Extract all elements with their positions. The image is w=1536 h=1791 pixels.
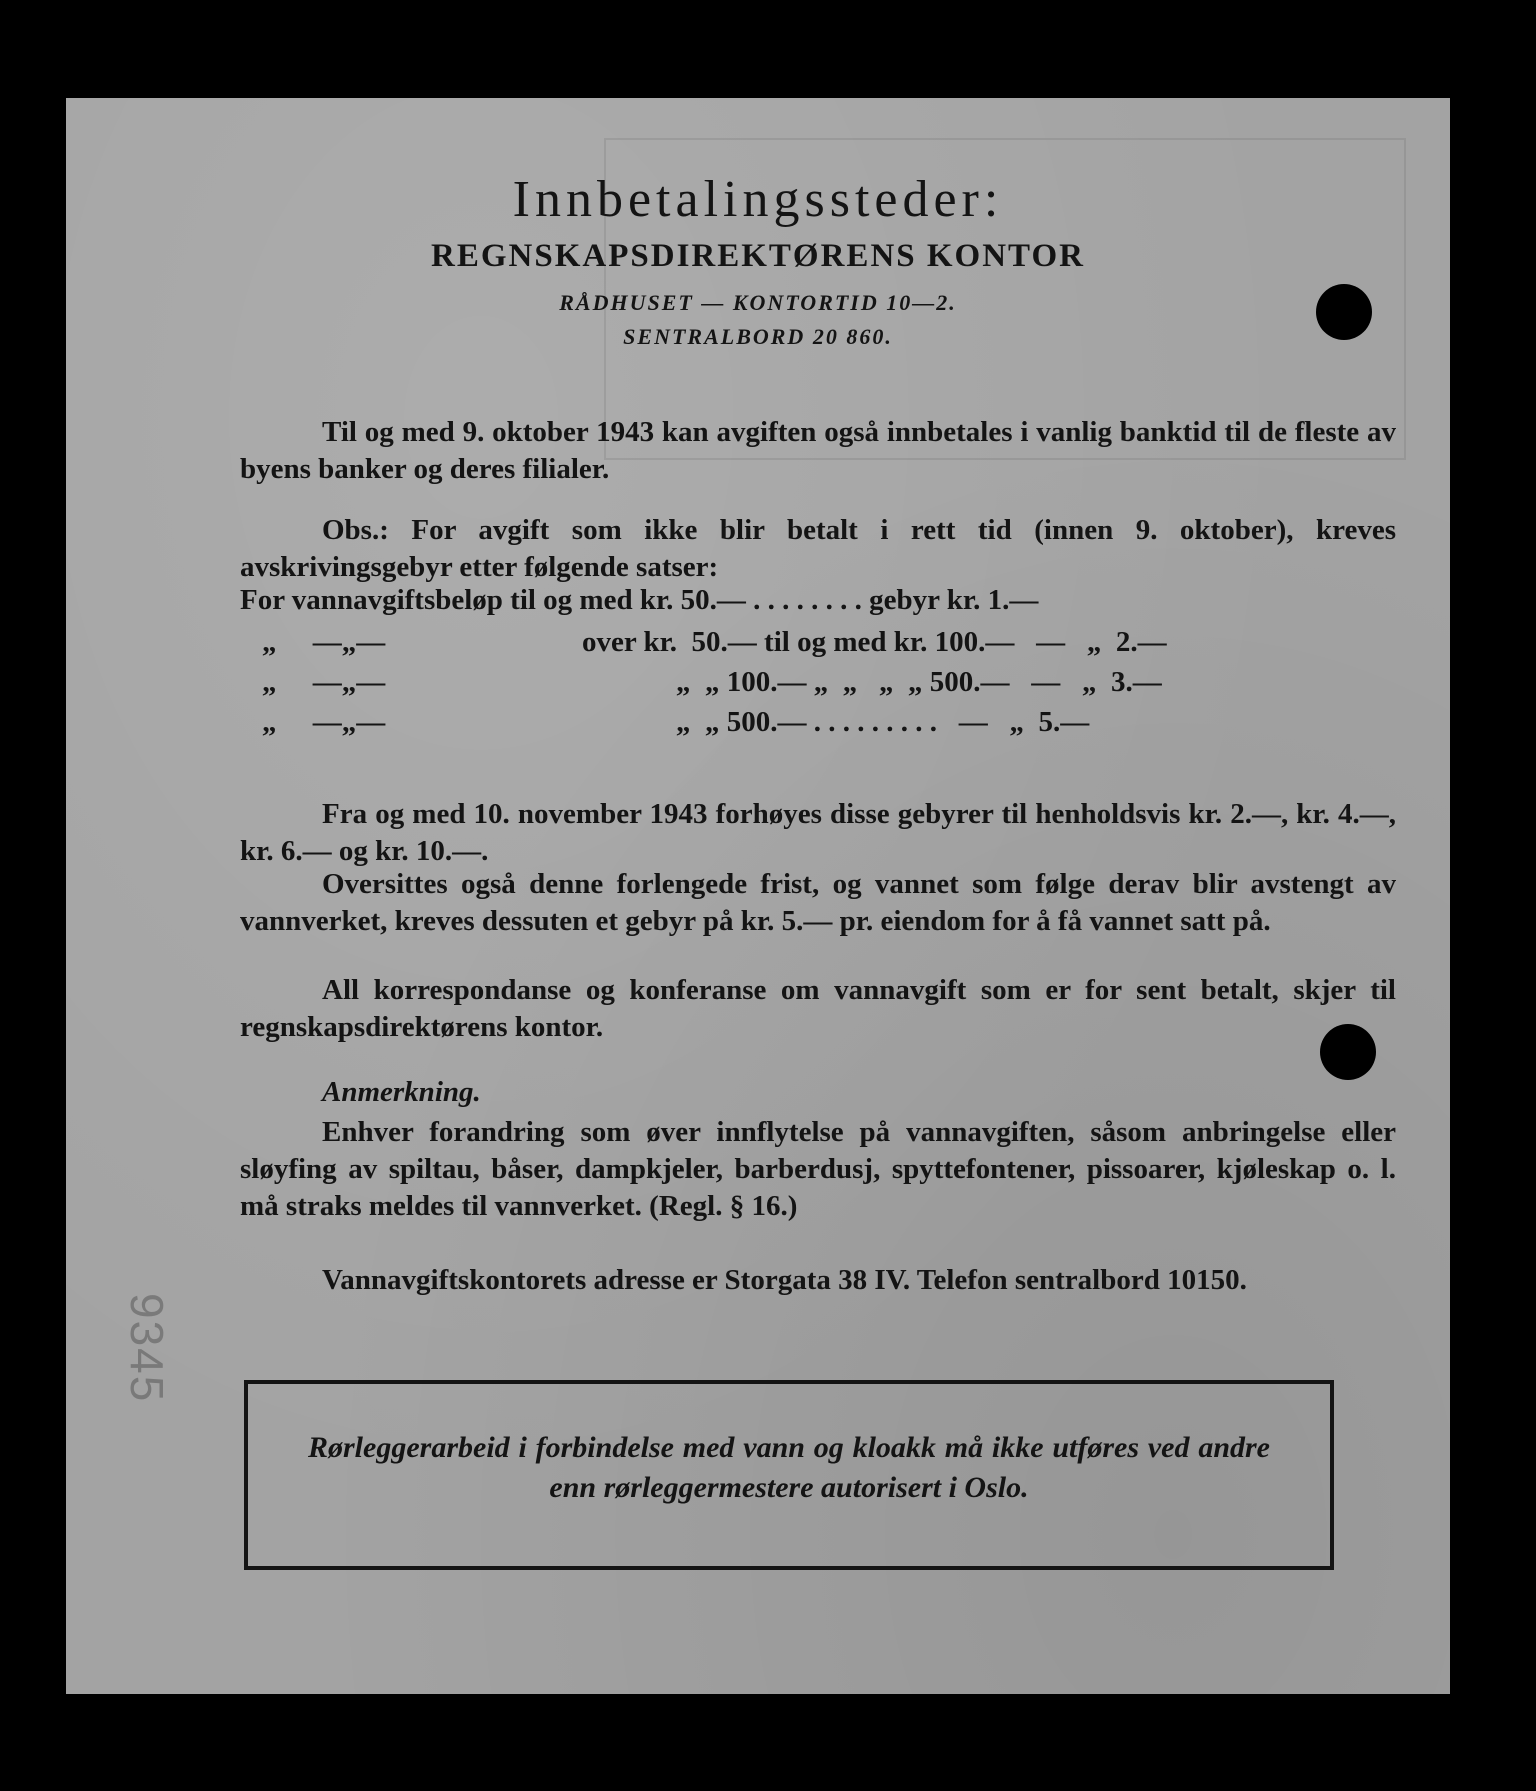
- office-phone: SENTRALBORD 20 860.: [623, 324, 893, 349]
- office-hours: RÅDHUSET — KONTORTID 10—2.: [559, 290, 957, 315]
- exceeded-text: Oversittes også denne forlengede frist, og vannet som følge derav blir avstengt av vannverket, kreves dessuten et gebyr på kr. 5.— pr. eiendom for å få vannet satt på.: [240, 868, 1396, 937]
- fee-row: [240, 704, 1396, 741]
- fee-row: [240, 664, 1396, 701]
- paragraph-address: [240, 1262, 1396, 1299]
- fee-row-ditto: „ —„—: [262, 666, 386, 698]
- document-title: Innbetalingssteder:: [512, 171, 1004, 228]
- address-text: Vannavgiftskontorets adresse er Storgata 38 IV. Telefon sentralbord 10150.: [322, 1264, 1247, 1296]
- fee-row-range: „ „ 100.— „ „ „ „ 500.— — „ 3.—: [676, 666, 1162, 698]
- correspondence-text: All korrespondanse og konferanse om vannavgift som er for sent betalt, skjer til regnskapsdirektørens kontor.: [240, 974, 1396, 1043]
- obs-text: Obs.: For avgift som ikke blir betalt i rett tid (innen 9. oktober), kreves avskrivingsgebyr etter følgende satser:: [240, 514, 1396, 583]
- fee-row-ditto: „ —„—: [262, 706, 386, 738]
- margin-stamp-number: 9345: [121, 1293, 173, 1404]
- raised-fees-text: Fra og med 10. november 1943 forhøyes disse gebyrer til henholdsvis kr. 2.—, kr. 4.—, kr. 6.— og kr. 10.—.: [240, 798, 1396, 867]
- fee-row: [240, 624, 1396, 661]
- paragraph-correspondence: [240, 972, 1396, 1046]
- fee-row-label: For vannavgiftsbeløp til og med kr. 50.— . . . . . . . . gebyr kr. 1.—: [240, 584, 1039, 616]
- paragraph-obs: [240, 512, 1396, 586]
- intro-text: Til og med 9. oktober 1943 kan avgiften også innbetales i vanlig banktid til de fleste av byens banker og deres filialer.: [240, 416, 1396, 485]
- fee-row-range: over kr. 50.— til og med kr. 100.— — „ 2.—: [582, 626, 1167, 658]
- fee-row: [240, 582, 1396, 619]
- plumbing-notice-box: [244, 1380, 1334, 1570]
- paragraph-raised-fees: [240, 796, 1396, 870]
- office-name: REGNSKAPSDIREKTØRENS KONTOR: [431, 238, 1085, 274]
- paragraph-intro: [240, 414, 1396, 488]
- remark-heading: Anmerkning.: [322, 1076, 481, 1108]
- plumbing-notice-text: Rørleggerarbeid i forbindelse med vann og kloakk må ikke utføres ved andre enn rørleggermestere autorisert i Oslo.: [308, 1431, 1270, 1504]
- fee-row-ditto: „ —„—: [262, 626, 386, 658]
- fee-row-range: „ „ 500.— . . . . . . . . . — „ 5.—: [676, 706, 1090, 738]
- document-sheet: [66, 98, 1450, 1694]
- remark-text: Enhver forandring som øver innflytelse på vannavgiften, såsom anbringelse eller sløyfing av spiltau, båser, dampkjeler, barberdusj, spyttefontener, pissoarer, kjøleskap o. l. må straks meldes til vannverket. (Regl. § 16.): [240, 1116, 1396, 1222]
- paragraph-remark: [240, 1114, 1396, 1225]
- paragraph-exceeded: [240, 866, 1396, 940]
